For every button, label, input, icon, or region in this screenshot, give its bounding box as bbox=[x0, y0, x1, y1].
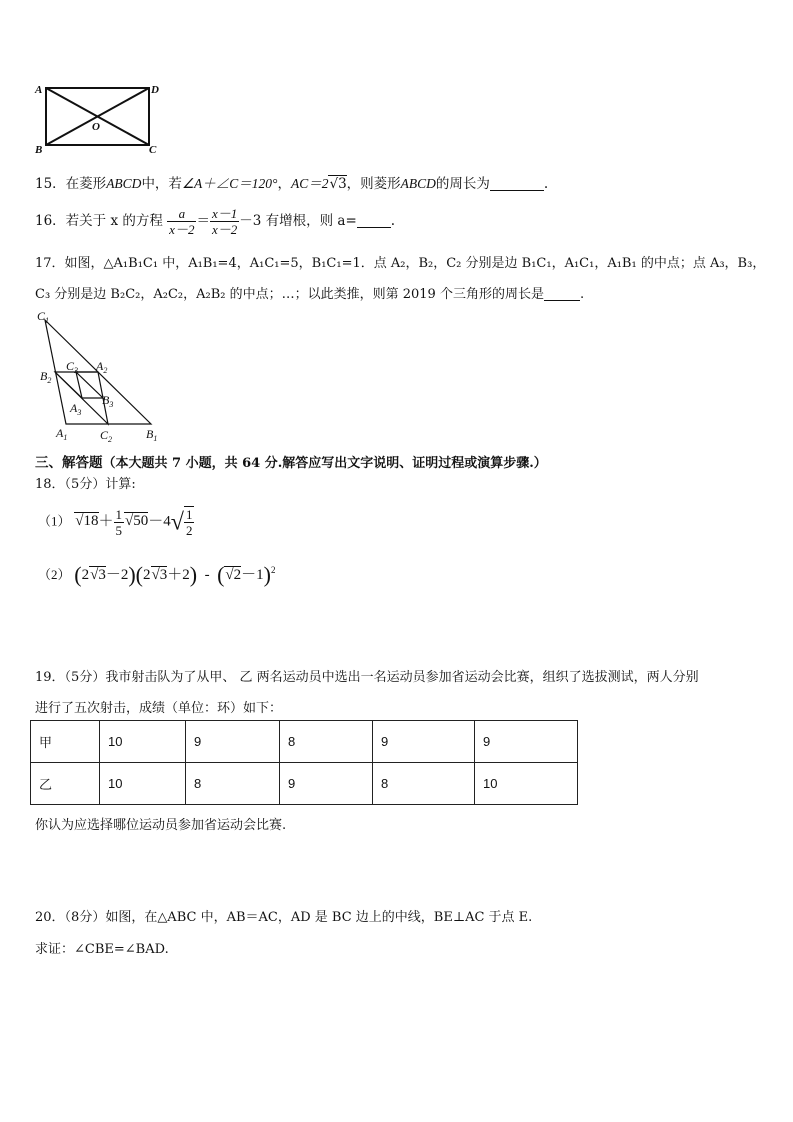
label-b3: $B_3$ bbox=[102, 393, 114, 409]
q15-end: . bbox=[543, 176, 549, 192]
table-row bbox=[31, 721, 578, 763]
section-3-note: （本大题共 7 小题，共 64 分.解答应写出文字说明、证明过程或演算步骤.） bbox=[102, 456, 547, 471]
question-19-line-2: 进行了五次射击，成绩（单位：环）如下： bbox=[35, 701, 283, 716]
q18-sqrt-18: √18 bbox=[75, 513, 99, 530]
table-cell: 10 bbox=[100, 763, 186, 805]
q15-abcd2: ABCD bbox=[400, 176, 436, 191]
table-cell: 9 bbox=[475, 721, 578, 763]
table-row bbox=[31, 763, 578, 805]
q16-eq: ＝ bbox=[196, 213, 210, 229]
question-15 bbox=[35, 172, 548, 192]
q16-lead: 16．若关于 x 的方程 bbox=[35, 213, 163, 229]
question-17-line-2: C₃ 分别是边 B₂C₂，A₂C₂，A₂B₂ 的中点；…；以此类推，则第 2019 个三角形的周长是 . bbox=[35, 287, 585, 302]
q15-tail: ，则菱形 bbox=[346, 176, 401, 192]
question-18: 18．（5分）计算: bbox=[35, 477, 136, 492]
q15-lead: 15．在菱形 bbox=[35, 176, 107, 192]
q15-abcd: ABCD bbox=[106, 176, 142, 191]
vertex-b-label: B bbox=[35, 144, 43, 156]
vertex-a-label: A bbox=[35, 84, 43, 96]
table-cell: 8 bbox=[373, 763, 475, 805]
label-b2: $B_2$ bbox=[40, 369, 52, 385]
table-cell: 9 bbox=[373, 721, 475, 763]
q17-answer-blank[interactable] bbox=[544, 286, 580, 301]
section-3-title: 三、解答题 bbox=[35, 455, 103, 471]
q18-part-1: （1） √18＋ $\frac{1}{5}$ √50－4√ $\frac{1}{2}$ bbox=[38, 506, 193, 538]
q16-answer-blank[interactable] bbox=[357, 213, 391, 228]
q15-answer-blank[interactable] bbox=[490, 176, 544, 191]
label-a2: $A_2$ bbox=[96, 359, 108, 375]
question-16 bbox=[35, 206, 395, 237]
table-cell: 乙 bbox=[31, 763, 100, 805]
label-b1: $B_1$ bbox=[146, 427, 158, 443]
section-3-heading bbox=[35, 451, 547, 471]
q18-sqrt-50: √50 bbox=[125, 513, 149, 530]
rectangle-figure bbox=[34, 78, 164, 156]
q15-mid: 中，若 bbox=[141, 176, 182, 192]
q15-comma: ， bbox=[277, 176, 291, 192]
q16-end: . bbox=[390, 213, 396, 229]
table-cell: 9 bbox=[186, 721, 280, 763]
question-17-line-1: 17．如图，△A₁B₁C₁ 中，A₁B₁=4，A₁C₁=5，B₁C₁=1．点 A₂，B₂，C₂ 分别是边 B₁C₁，A₁C₁，A₁B₁ 的中点；点 A₃，B₃， bbox=[35, 256, 766, 271]
question-20-line-2: 求证：∠CBE=∠BAD. bbox=[35, 942, 169, 957]
q18-part-2: （2） $(2√3-2)(2√3+2) - (√2-1)^2$ bbox=[38, 562, 276, 587]
table-cell: 9 bbox=[280, 763, 373, 805]
q15-sqrt: √3 bbox=[329, 176, 347, 192]
table-cell: 8 bbox=[186, 763, 280, 805]
label-c3: $C_3$ bbox=[66, 359, 79, 375]
label-c1: $C_1$ bbox=[37, 309, 50, 325]
question-19-line-1: 19．（5分）我市射击队为了从甲、 乙 两名运动员中选出一名运动员参加省运动会比赛，组织了选拔测试，两人分别 bbox=[35, 670, 699, 685]
vertex-c-label: C bbox=[149, 144, 157, 156]
q16-fraction-1: $\frac{a}{x-2}$ bbox=[169, 206, 195, 237]
vertex-d-label: D bbox=[151, 84, 159, 96]
q15-angles: ∠A＋∠C＝120° bbox=[181, 176, 278, 191]
center-o-label: O bbox=[92, 121, 100, 133]
q16-fraction-2: $\frac{x-1}{x-2}$ bbox=[211, 206, 238, 237]
table-cell: 甲 bbox=[31, 721, 100, 763]
label-c2: $C_2$ bbox=[100, 428, 113, 444]
score-table bbox=[30, 720, 578, 805]
label-a3: $A_3$ bbox=[70, 401, 82, 417]
table-cell: 10 bbox=[100, 721, 186, 763]
table-cell: 10 bbox=[475, 763, 578, 805]
label-a1: $A_1$ bbox=[56, 426, 68, 442]
q16-minus3: －3 有增根，则 a= bbox=[239, 213, 357, 229]
q15-tail2: 的周长为 bbox=[435, 176, 490, 192]
question-19-after: 你认为应选择哪位运动员参加省运动会比赛. bbox=[35, 818, 287, 833]
triangle-figure bbox=[34, 308, 170, 448]
q15-ac: AC＝2 bbox=[290, 176, 329, 191]
table-cell: 8 bbox=[280, 721, 373, 763]
question-20-line-1: 20．（8分）如图，在△ABC 中，AB＝AC，AD 是 BC 边上的中线，BE⊥AC 于点 E. bbox=[35, 910, 533, 925]
